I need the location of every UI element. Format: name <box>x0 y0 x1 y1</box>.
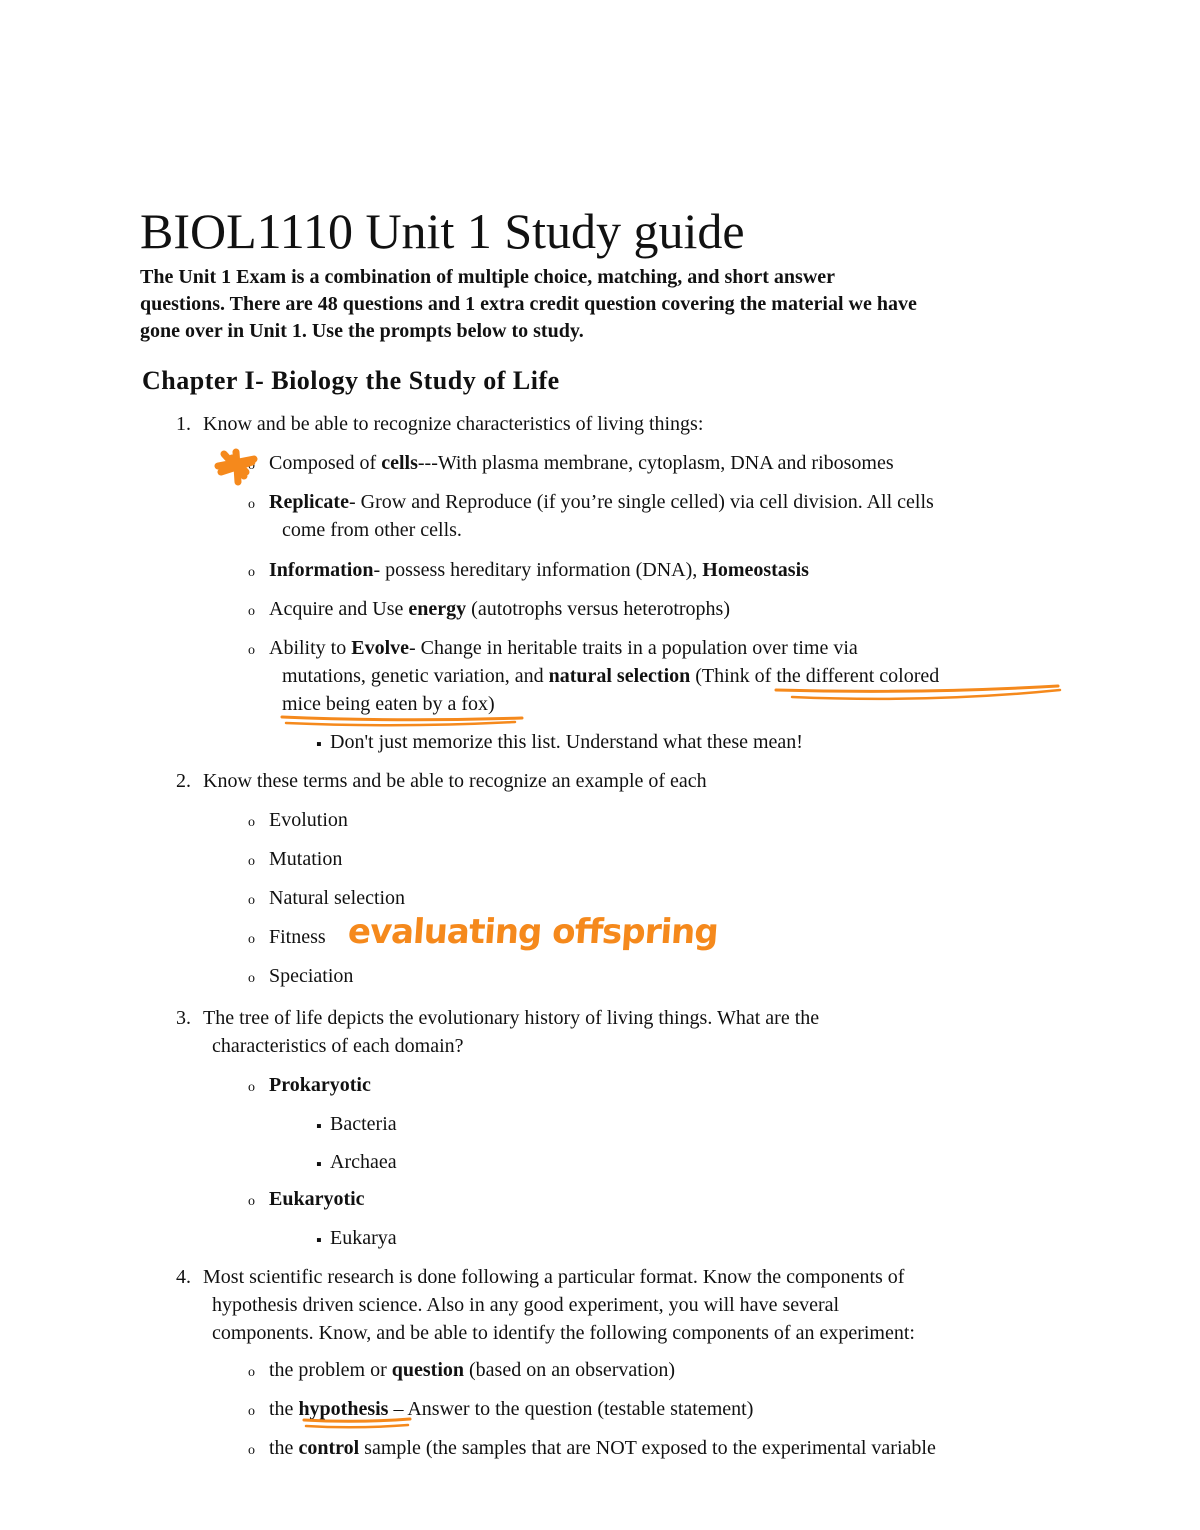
q1-bullet-evolve-cont: mutations, genetic variation, and natural selection (Think of the different colored <box>282 665 940 687</box>
bullet-symbol: o <box>248 815 255 830</box>
bullet-symbol: o <box>248 893 255 908</box>
q1-bullet-energy: Acquire and Use energy (autotrophs versus heterotrophs) <box>269 598 730 620</box>
q1-bullet-replicate: Replicate- Grow and Reproduce (if you’re single celled) via cell division. All cells <box>269 491 934 513</box>
intro-line: questions. There are 48 questions and 1 extra credit question covering the material we have <box>140 293 917 315</box>
q1-text: Know and be able to recognize characteristics of living things: <box>203 413 704 435</box>
bullet-symbol: o <box>248 1080 255 1095</box>
q3-prokaryotic: Prokaryotic <box>269 1074 371 1096</box>
q1-bullet-evolve: Ability to Evolve- Change in heritable traits in a population over time via <box>269 637 858 659</box>
q3-text-cont: characteristics of each domain? <box>212 1035 464 1057</box>
q4-component-control: the control sample (the samples that are NOT exposed to the experimental variable <box>269 1437 936 1459</box>
q3-domain: Archaea <box>330 1151 397 1173</box>
q4-text: Most scientific research is done following a particular format. Know the components of <box>203 1266 905 1288</box>
q2-text: Know these terms and be able to recognize an example of each <box>203 770 707 792</box>
handwritten-note: evaluating offspring <box>346 912 720 952</box>
q1-bullet-evolve-cont2: mice being eaten by a fox) <box>282 693 495 715</box>
q2-term: Natural selection <box>269 887 406 909</box>
q3-text: The tree of life depicts the evolutionary history of living things. What are the <box>203 1007 820 1029</box>
intro-line: The Unit 1 Exam is a combination of multiple choice, matching, and short answer <box>140 266 836 288</box>
q4-text-cont: components. Know, and be able to identify the following components of an experiment: <box>212 1322 915 1344</box>
q1-bullet-information: Information- possess hereditary information (DNA), Homeostasis <box>269 559 809 581</box>
bullet-symbol: o <box>248 1365 255 1380</box>
bullet-symbol: o <box>248 971 255 986</box>
bullet-symbol: o <box>248 643 255 658</box>
intro-paragraph <box>140 264 917 345</box>
bullet-symbol: o <box>248 932 255 947</box>
q1-bullet-cells: Composed of cells---With plasma membrane, cytoplasm, DNA and ribosomes <box>269 452 894 474</box>
q2-term: Fitness <box>269 926 326 948</box>
bullet-symbol: o <box>248 854 255 869</box>
bullet-symbol: o <box>248 604 255 619</box>
q1-number: 1. <box>176 413 191 435</box>
subbullet-symbol: ▪ <box>316 1118 322 1135</box>
q1-bullet-replicate-cont: come from other cells. <box>282 519 462 541</box>
bullet-symbol: o <box>248 1404 255 1419</box>
chapter-heading: Chapter I- Biology the Study of Life <box>142 366 560 395</box>
q3-number: 3. <box>176 1007 191 1029</box>
subbullet-symbol: ▪ <box>316 1232 322 1249</box>
bullet-symbol: o <box>248 458 255 473</box>
bullet-symbol: o <box>248 1443 255 1458</box>
q2-term: Evolution <box>269 809 348 831</box>
q4-number: 4. <box>176 1266 191 1288</box>
q4-component-hypothesis: the hypothesis – Answer to the question (testable statement) <box>269 1398 754 1420</box>
underline-mark <box>306 1425 408 1427</box>
intro-line: gone over in Unit 1. Use the prompts below to study. <box>140 320 584 342</box>
q2-term: Mutation <box>269 848 343 870</box>
q4-text-cont: hypothesis driven science. Also in any good experiment, you will have several <box>212 1294 840 1316</box>
bullet-symbol: o <box>248 1194 255 1209</box>
subbullet-symbol: ▪ <box>316 736 322 753</box>
underline-mark <box>286 722 515 725</box>
bullet-symbol: o <box>248 565 255 580</box>
q3-domain: Bacteria <box>330 1113 397 1135</box>
underline-mark <box>792 690 1060 699</box>
q2-number: 2. <box>176 770 191 792</box>
q2-term: Speciation <box>269 965 354 987</box>
page-title: BIOL1110 Unit 1 Study guide <box>140 203 745 259</box>
q1-note: Don't just memorize this list. Understand what these mean! <box>330 731 803 753</box>
subbullet-symbol: ▪ <box>316 1156 322 1173</box>
bullet-symbol: o <box>248 497 255 512</box>
q3-domain: Eukarya <box>330 1227 397 1249</box>
q3-eukaryotic: Eukaryotic <box>269 1188 365 1210</box>
q4-component-question: the problem or question (based on an observation) <box>269 1359 676 1381</box>
